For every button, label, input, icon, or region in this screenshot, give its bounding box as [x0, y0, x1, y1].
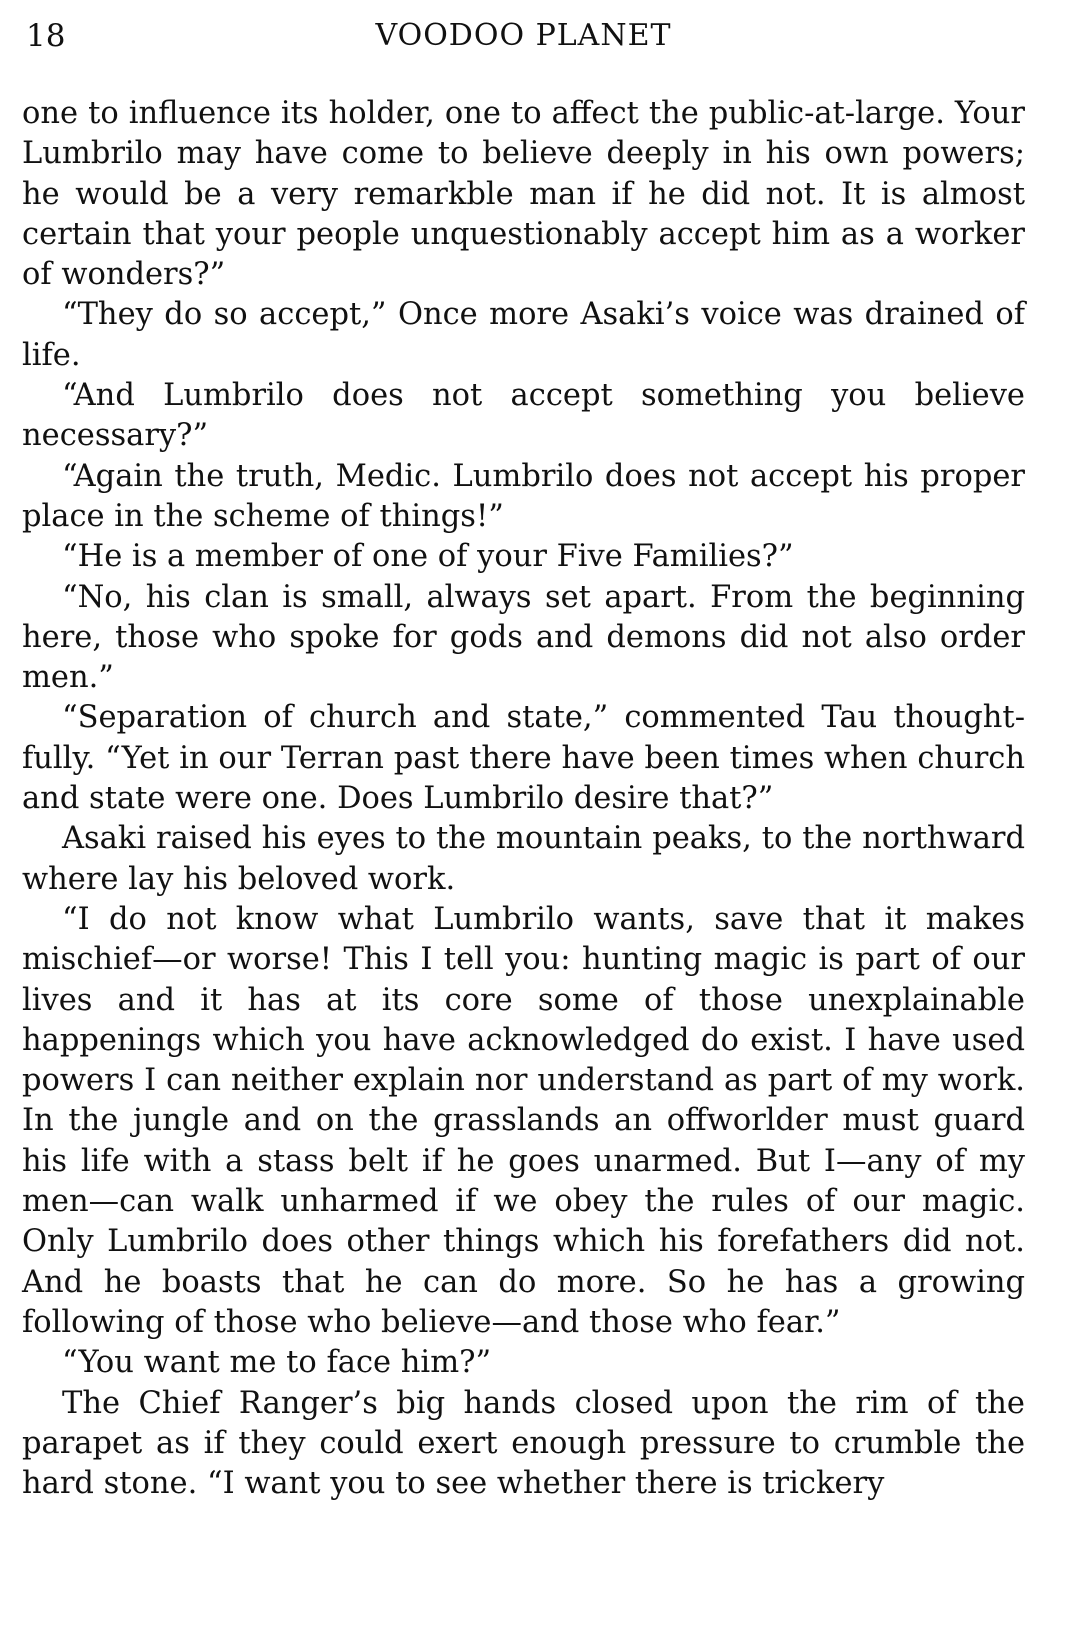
paragraph: “No, his clan is small, always set apart. From the beginning here, those who spoke for gods and demons did not also order men.” — [22, 579, 1025, 696]
paragraph: “And Lumbrilo does not accept something you believe necessary?” — [22, 378, 1025, 454]
book-page — [22, 10, 1025, 1504]
paragraph: “You want me to face him?” — [62, 1345, 492, 1381]
running-head — [22, 10, 1025, 64]
book-title: VOODOO PLANET — [375, 18, 672, 53]
paragraph: Asaki raised his eyes to the mountain peaks, to the northward where lay his beloved work. — [22, 821, 1025, 897]
paragraph-continuation: one to influence its holder, one to affect the public-at-large. Your Lumbrilo may have come to believe deeply in his own powers; he would be a very remarkble man if he did not. It is almost certain that your people unquestionably accept him as a worker of wonders?” — [22, 96, 1025, 293]
paragraph: “He is a member of one of your Five Families?” — [62, 539, 794, 575]
paragraph: “They do so accept,” Once more Asaki’s voice was drained of life. — [22, 297, 1025, 373]
paragraph: “Again the truth, Medic. Lumbrilo does not accept his proper place in the scheme of things!” — [22, 458, 1025, 534]
paragraph: The Chief Ranger’s big hands closed upon the rim of the parapet as if they could exert enough pressure to crumble the hard stone. “I want you to see whether there is trickery — [22, 1385, 1025, 1502]
body-text — [22, 94, 1025, 1504]
paragraph: “I do not know what Lumbrilo wants, save that it makes mischief—or worse! This I tell you: hunting magic is part of our lives and it has at its core some of those unexplainable happenings which you have acknowledged do exist. I have used powers I can neither explain nor understand as part of my work. In the jungle and on the grasslands an offworlder must guard his life with a stass belt if he goes unarmed. But I—any of my men—can walk unharmed if we obey the rules of our magic. Only Lumbrilo does other things which his forefathers did not. And he boasts that he can do more. So he has a growing following of those who believe—and those who fear.” — [22, 901, 1025, 1340]
page-number: 18 — [26, 18, 66, 54]
paragraph: “Separation of church and state,” commented Tau thoughtfully. “Yet in our Terran past there have been times when church and state were one. Does Lumbrilo desire that?” — [22, 700, 1025, 817]
